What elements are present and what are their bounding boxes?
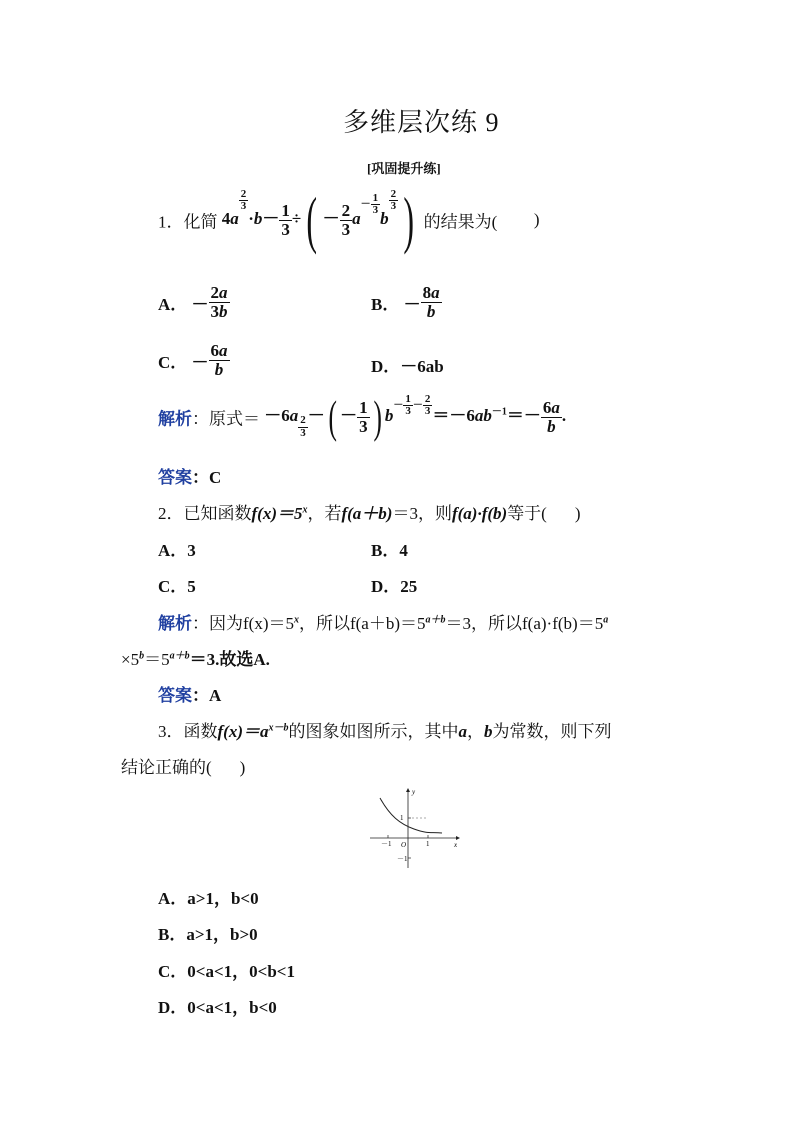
q1-expression: 4a $^{\frac{2}{3}}$ ·b－ $\frac{1}{3}$ ÷( － $\frac{2}{3}$ $a^{- \frac{1}{3}}$ b $^{\frac{2}{3}}$ ) — [221, 184, 415, 255]
x-axis-arrow — [456, 836, 460, 840]
q1-solution-expression: －6a $_{\frac{2}{3}}$ －( － $\frac{1}{3}$ ) $b^{- \frac{1}{3} - \frac{2}{3}}$ $=-6ab^{-1}=-$ $\frac{6a}{b}$ . — [264, 391, 567, 442]
q3-stem-line2: 结论正确的( ) — [121, 758, 246, 777]
q1-answer: 答案：C — [158, 468, 222, 487]
q2-option-c: C．5 — [158, 577, 196, 596]
q2-solution-line1: 解析：因为$f(x)=5^x$，所以$f(a+b)=5^{a+b}=3$，所以$f(a)\cdot f(b)=5^a$ — [158, 614, 609, 633]
q2-option-b: B．4 — [371, 541, 408, 560]
q1-option-b: B． － $\frac{8a}{b}$ — [371, 283, 440, 321]
tick-label-y-neg1: －1 — [397, 855, 408, 863]
origin-label: O — [401, 841, 407, 849]
tick-label-y-1: 1 — [400, 814, 404, 822]
q2-option-a: A．3 — [158, 541, 196, 560]
page-title: 多维层次练 9 — [343, 108, 500, 137]
q1-answer-label: 答案 — [158, 468, 192, 487]
q2-answer: 答案：A — [158, 686, 222, 705]
q2-option-d: D．25 — [371, 577, 418, 596]
tick-label-x-1: 1 — [426, 840, 430, 848]
q1-prefix: 1．化简 — [158, 212, 218, 232]
section-subtitle: [巩固提升练] — [367, 161, 441, 176]
q3-option-b: B．a>1，b>0 — [158, 925, 258, 944]
q1-stem — [158, 184, 540, 268]
q3-option-a: A．a>1，b<0 — [158, 889, 259, 908]
q1-mid: 的结果为( — [423, 212, 498, 232]
x-axis-label: x — [454, 841, 458, 849]
y-axis-arrow — [406, 788, 410, 792]
q2-solution-label: 解析 — [158, 614, 192, 633]
q3-function-graph — [368, 786, 462, 870]
q1-option-a: A． － $\frac{2a}{3b}$ — [158, 283, 228, 321]
q1-option-d: D．－6ab — [371, 357, 444, 376]
q3-option-c: C．0<a<1，0<b<1 — [158, 962, 295, 981]
q1-end: ) — [533, 210, 540, 229]
q3-option-d: D．0<a<1，b<0 — [158, 998, 277, 1017]
q1-solution: 解析：原式＝ －6a $_{\frac{2}{3}}$ －( － $\frac{1}{3}$ ) $b^{- \frac{1}{3} - \frac{2}{3}}$ $=-6ab^{-1}=-$ $\frac{6a}{b}$ . — [158, 391, 567, 442]
tick-label-x-neg1: －1 — [381, 840, 392, 848]
exponential-curve — [380, 798, 442, 833]
q2-answer-label: 答案 — [158, 686, 192, 705]
q3-stem-line1: 3．函数$f(x)=a^{x-b}$的图象如图所示，其中a，b为常数，则下列 — [158, 722, 612, 741]
q2-solution-line2: $\times 5^b=5^{a+b}=3$.故选A. — [121, 650, 270, 669]
q1-solution-label: 解析 — [158, 409, 192, 429]
q2-stem: 2．已知函数$f(x)=5^x$，若f(a＋b)＝3，则f(a)·f(b)等于( ) — [158, 504, 581, 523]
y-axis-label: y — [412, 788, 416, 796]
q1-option-c: C． － $\frac{6a}{b}$ — [158, 341, 228, 379]
